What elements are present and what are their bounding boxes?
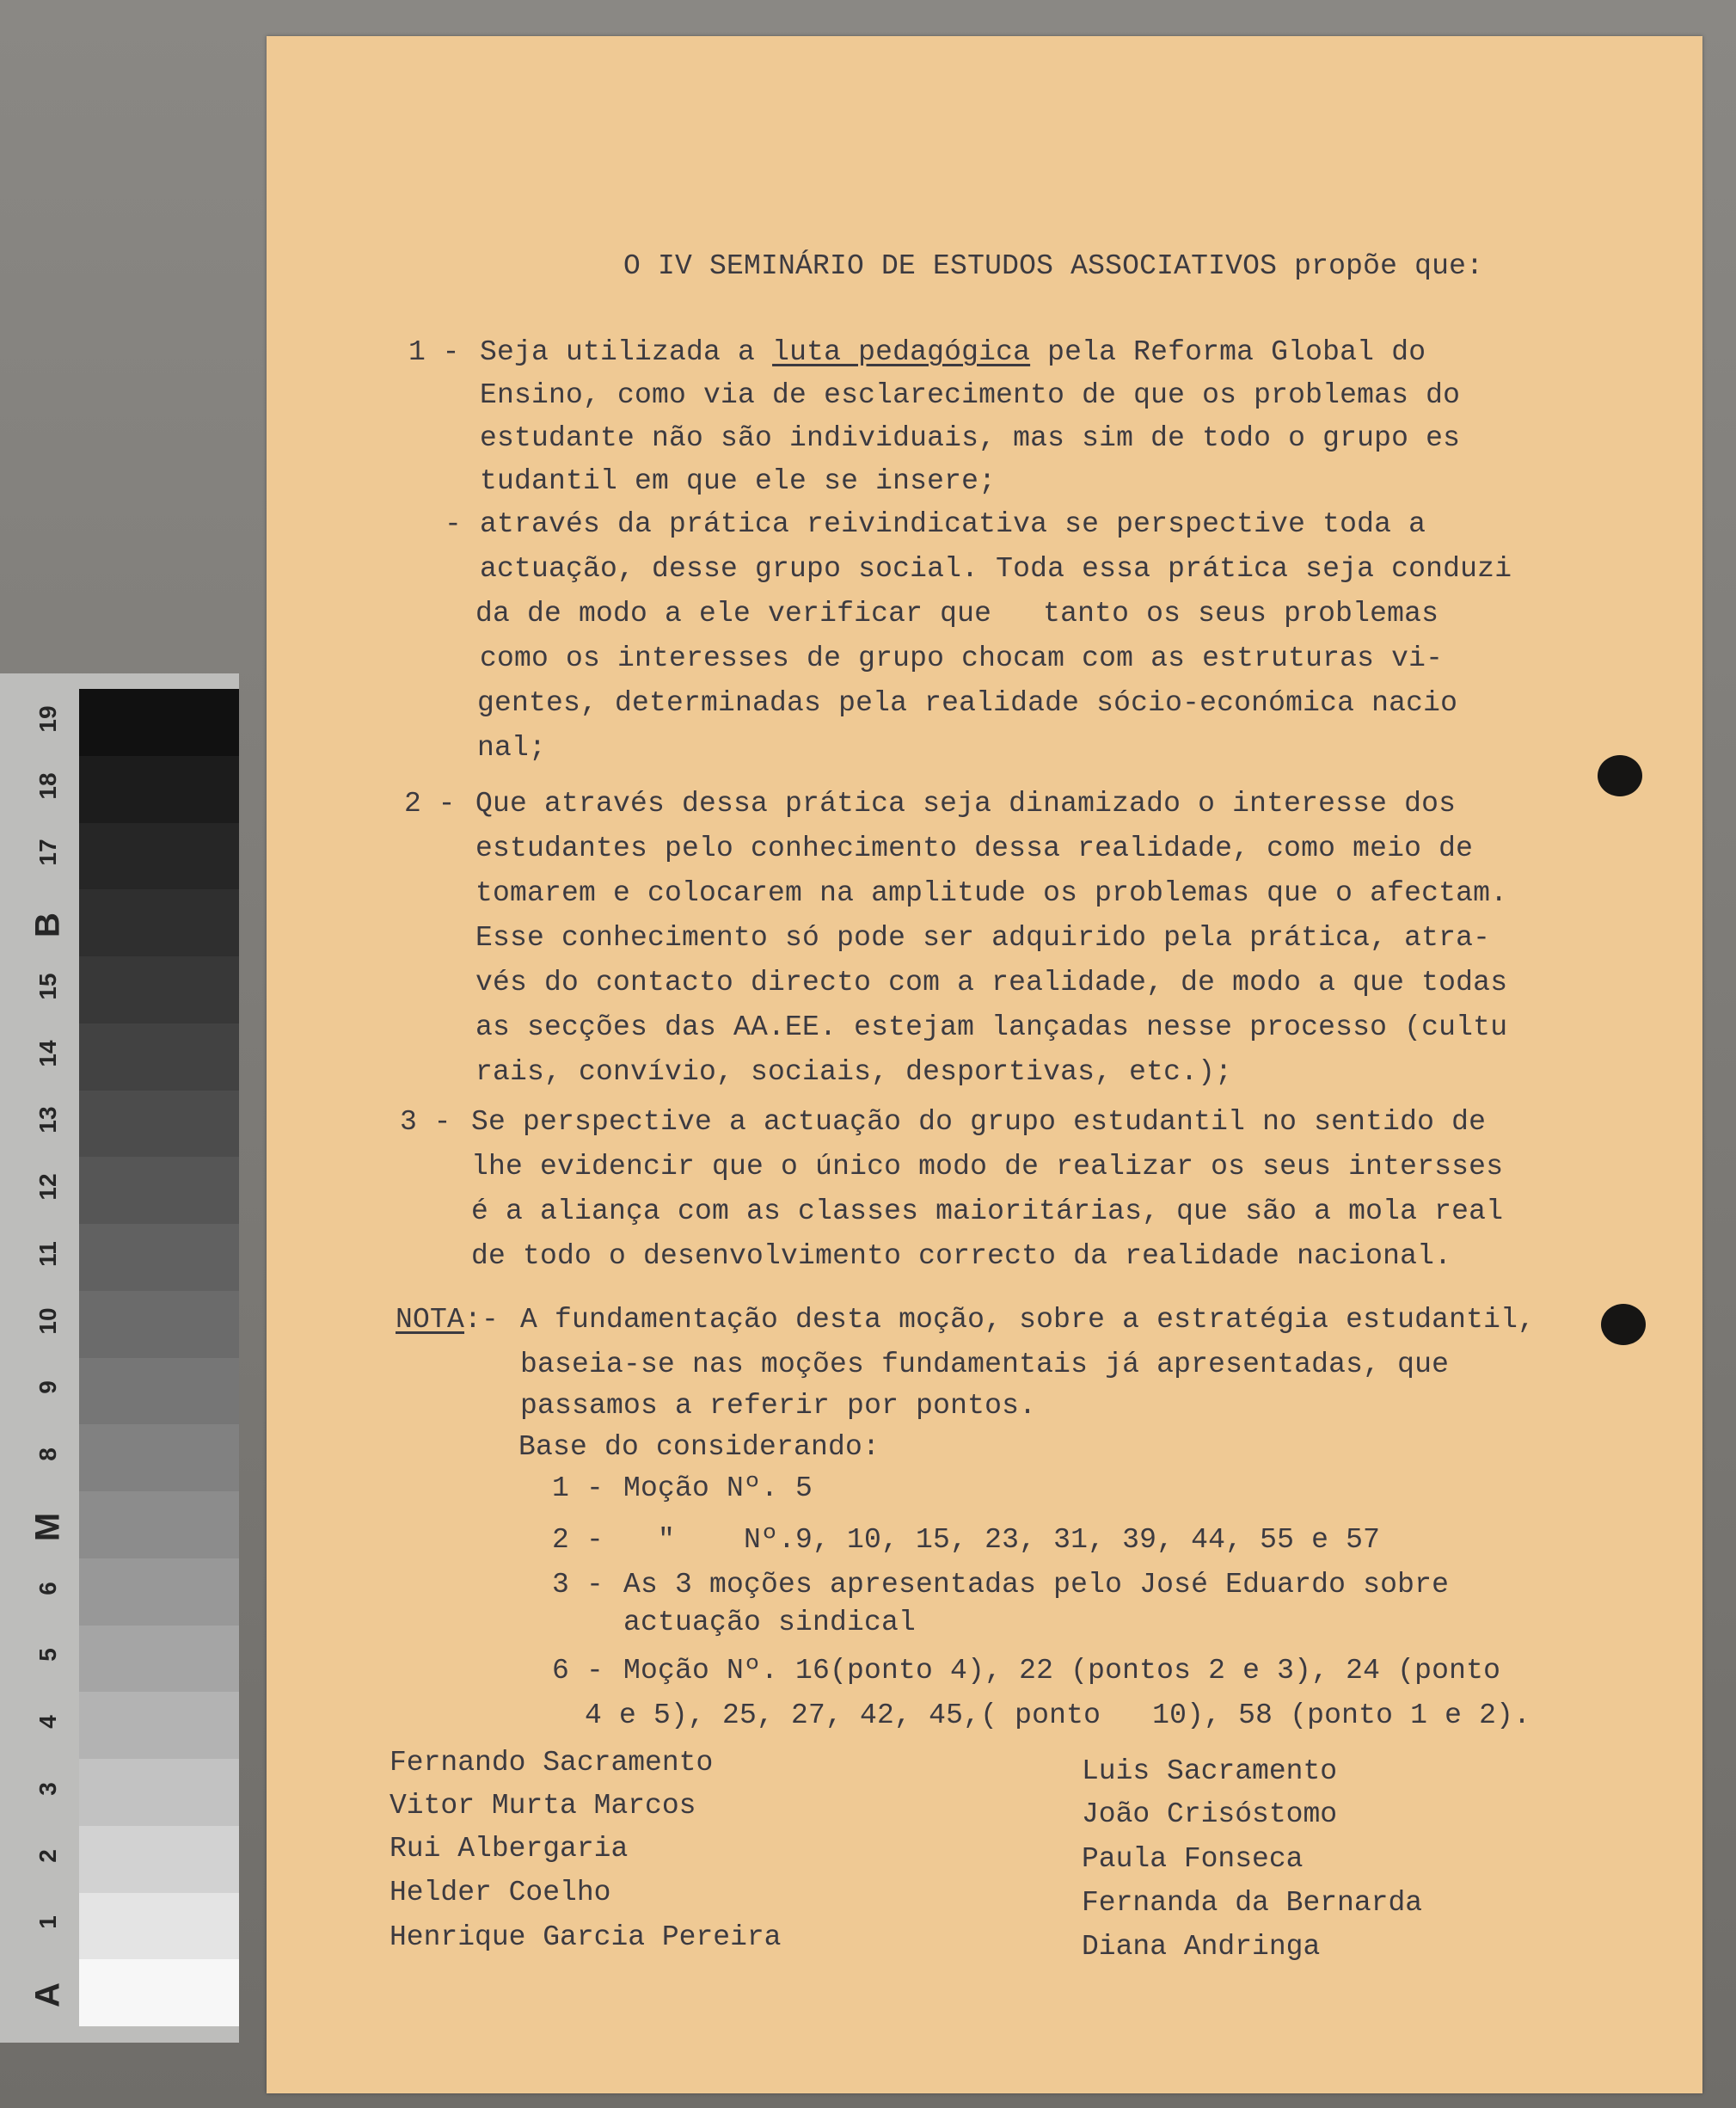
nota-line: Base do considerando: [518, 1431, 880, 1463]
ref-number: 1 - [552, 1472, 604, 1504]
item-line: nal; [477, 732, 547, 764]
scale-label: 14 [34, 1040, 61, 1067]
signature-name: Diana Andringa [1082, 1931, 1321, 1963]
item-text: Seja utilizada a [480, 336, 773, 368]
scale-label: 11 [34, 1241, 61, 1267]
signature-name: João Crisóstomo [1082, 1798, 1338, 1830]
gray-patches [79, 689, 239, 2026]
scale-label: 10 [34, 1307, 61, 1335]
scale-label: A [28, 1982, 67, 2008]
scale-label: 17 [34, 839, 61, 866]
scale-label: 15 [34, 973, 61, 1000]
ref-line: actuação sindical [623, 1607, 917, 1638]
document-title: O IV SEMINÁRIO DE ESTUDOS ASSOCIATIVOS propõe que: [623, 250, 1484, 282]
ref-line: 4 e 5), 25, 27, 42, 45,( ponto 10), 58 (ponto 1 e 2). [585, 1699, 1531, 1731]
gray-patch [79, 1759, 239, 1826]
gray-patch [79, 1626, 239, 1693]
scale-label: 3 [34, 1782, 61, 1796]
nota-line: A fundamentação desta moção, sobre a estratégia estudantil, [520, 1304, 1536, 1336]
item-number: 3 - [400, 1106, 451, 1138]
item-line: Ensino, como via de esclarecimento de que os problemas do [480, 379, 1461, 411]
nota-line: passamos a referir por pontos. [520, 1390, 1037, 1422]
gray-patch [79, 1091, 239, 1158]
item-line: Se perspective a actuação do grupo estudantil no sentido de [471, 1106, 1487, 1138]
scale-label: 1 [34, 1915, 61, 1930]
ref-line: Moção Nº. 16(ponto 4), 22 (pontos 2 e 3), 24 (ponto [623, 1655, 1501, 1687]
nota-label-line [396, 1299, 499, 1342]
scale-label: 5 [34, 1648, 61, 1662]
ref-number: 6 - [552, 1655, 604, 1687]
item-number: - [445, 508, 462, 540]
gray-patch [79, 1893, 239, 1960]
signature-name: Luis Sacramento [1082, 1755, 1338, 1787]
gray-patch [79, 889, 239, 956]
item-line [480, 331, 1426, 374]
signature-name: Henrique Garcia Pereira [390, 1921, 782, 1953]
item-line: de todo o desenvolvimento correcto da realidade nacional. [471, 1240, 1452, 1272]
item-line: através da prática reivindicativa se perspective toda a [480, 508, 1426, 540]
signature-name: Rui Albergaria [390, 1833, 629, 1865]
ref-number: 3 - [552, 1569, 604, 1601]
ref-line: Moção Nº. 5 [623, 1472, 813, 1504]
signature-name: Paula Fonseca [1082, 1843, 1304, 1875]
item-line: as secções das AA.EE. estejam lançadas nesse processo (cultu [475, 1011, 1508, 1043]
item-line: é a aliança com as classes maioritárias, que são a mola real [471, 1195, 1504, 1227]
gray-patch [79, 689, 239, 756]
item-line: vés do contacto directo com a realidade, de modo a que todas [475, 967, 1508, 999]
punch-hole [1601, 1304, 1646, 1345]
item-line: Esse conhecimento só pode ser adquirido pela prática, atra- [475, 922, 1491, 954]
gray-patch [79, 1558, 239, 1626]
item-line: gentes, determinadas pela realidade sócio-económica nacio [477, 687, 1458, 719]
item-line: tomarem e colocarem na amplitude os problemas que o afectam. [475, 877, 1508, 909]
signature-name: Helder Coelho [390, 1877, 611, 1908]
gray-patch [79, 1959, 239, 2026]
ref-line: As 3 moções apresentadas pelo José Eduardo sobre [623, 1569, 1450, 1601]
punch-hole [1598, 755, 1642, 796]
ref-number: 2 - [552, 1524, 604, 1556]
nota-suffix: :- [464, 1304, 500, 1336]
item-number: 1 - [408, 336, 460, 368]
signature-name: Fernando Sacramento [390, 1747, 714, 1779]
scale-label: 2 [34, 1848, 61, 1863]
item-line: estudante não são individuais, mas sim de todo o grupo es [480, 422, 1461, 454]
item-line: actuação, desse grupo social. Toda essa prática seja conduzi [480, 553, 1512, 585]
gray-patch [79, 1291, 239, 1358]
signature-name: Fernanda da Bernarda [1082, 1887, 1423, 1919]
gray-patch [79, 1826, 239, 1893]
item-line: da de modo a ele verificar que tanto os seus problemas [475, 598, 1439, 630]
item-line: como os interesses de grupo chocam com as estruturas vi- [480, 642, 1444, 674]
gray-patch [79, 1224, 239, 1291]
item-number: 2 - [404, 788, 456, 820]
ref-line: " Nº.9, 10, 15, 23, 31, 39, 44, 55 e 57 [623, 1524, 1381, 1556]
scale-label: 12 [34, 1173, 61, 1201]
gray-patch [79, 1692, 239, 1759]
scale-label: 6 [34, 1581, 61, 1595]
underlined-phrase: luta pedagógica [772, 336, 1031, 368]
gray-patch [79, 1157, 239, 1224]
gray-patch [79, 1023, 239, 1091]
gray-patch [79, 756, 239, 823]
scale-label: M [28, 1512, 67, 1542]
nota-line: baseia-se nas moções fundamentais já apresentadas, que [520, 1349, 1450, 1380]
signature-name: Vitor Murta Marcos [390, 1790, 696, 1822]
scale-label: 18 [34, 772, 61, 800]
scale-label: B [28, 913, 67, 938]
scale-label: 13 [34, 1106, 61, 1134]
gray-patch [79, 1358, 239, 1425]
item-line: tudantil em que ele se insere; [480, 465, 997, 497]
gray-patch [79, 956, 239, 1023]
nota-label: NOTA [396, 1304, 465, 1336]
item-text: pela Reforma Global do [1030, 336, 1426, 368]
gray-patch [79, 1491, 239, 1558]
scale-label: 8 [34, 1447, 61, 1461]
gray-patch [79, 823, 239, 890]
item-line: estudantes pelo conhecimento dessa realidade, como meio de [475, 833, 1474, 864]
item-line: rais, convívio, sociais, desportivas, etc.); [475, 1056, 1233, 1088]
scale-label: 9 [34, 1380, 61, 1395]
item-line: lhe evidencir que o único modo de realizar os seus intersses [471, 1151, 1504, 1183]
scale-label: 19 [34, 705, 61, 733]
item-line: Que através dessa prática seja dinamizado o interesse dos [475, 788, 1457, 820]
gray-patch [79, 1424, 239, 1491]
scale-label: 4 [34, 1715, 61, 1729]
